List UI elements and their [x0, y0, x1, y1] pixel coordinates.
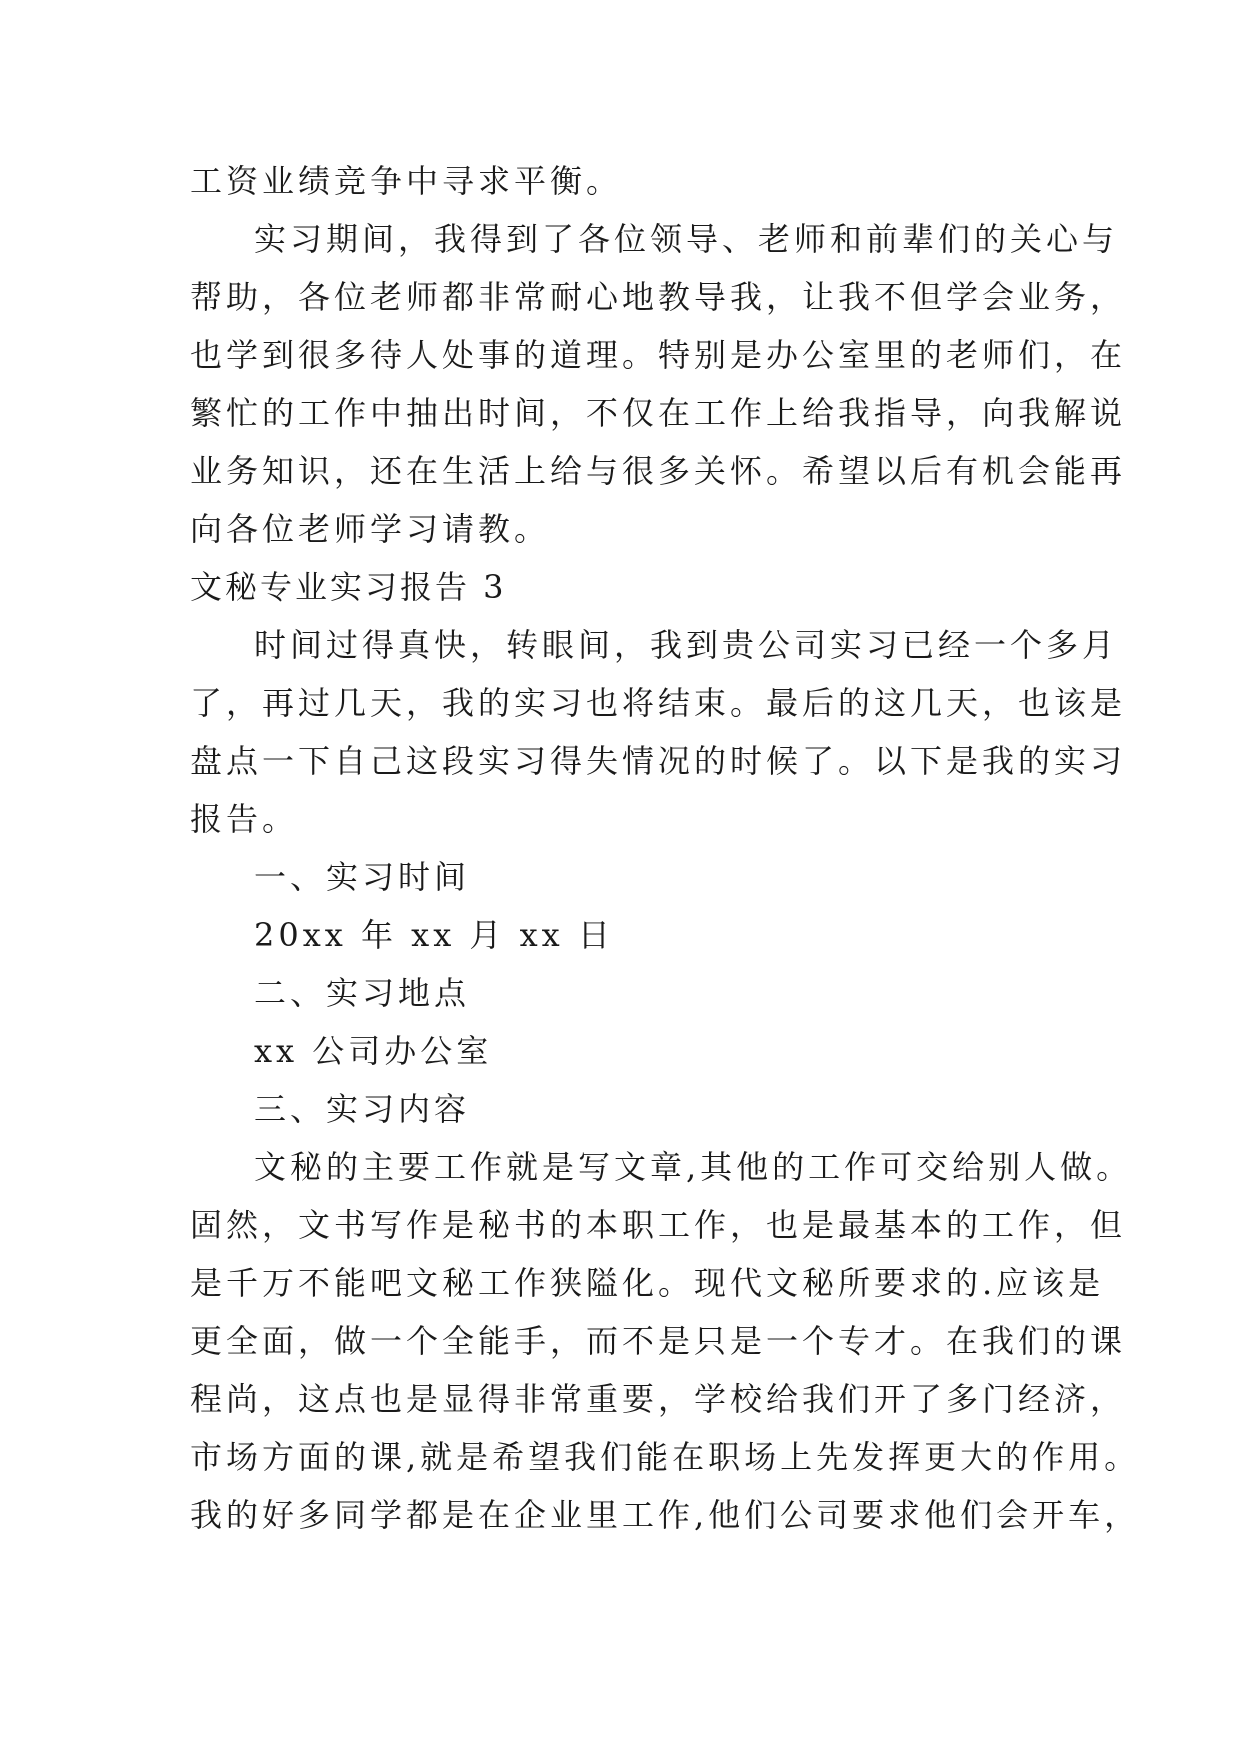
paragraph-line: 业务知识，还在生活上给与很多关怀。希望以后有机会能再	[190, 452, 1127, 490]
paragraph-line: 报告。	[190, 800, 299, 838]
paragraph-line: 盘点一下自己这段实习得失情况的时候了。以下是我的实习	[190, 742, 1127, 780]
subsection-heading: 一、实习时间	[254, 858, 471, 896]
paragraph-line: 实习期间，我得到了各位领导、老师和前辈们的关心与	[254, 220, 1119, 258]
paragraph-line: 市场方面的课,就是希望我们能在职场上先发挥更大的作用。	[190, 1438, 1141, 1476]
paragraph-line: 繁忙的工作中抽出时间，不仅在工作上给我指导，向我解说	[190, 394, 1127, 432]
section-title: 文秘专业实习报告 3	[190, 568, 507, 606]
paragraph-line: 是千万不能吧文秘工作狭隘化。现代文秘所要求的.应该是	[190, 1264, 1105, 1302]
paragraph-line: 也学到很多待人处事的道理。特别是办公室里的老师们，在	[190, 336, 1127, 374]
paragraph-line: 更全面，做一个全能手，而不是只是一个专才。在我们的课	[190, 1322, 1127, 1360]
paragraph-line: xx 公司办公室	[254, 1032, 493, 1070]
paragraph-line: 我的好多同学都是在企业里工作,他们公司要求他们会开车，	[190, 1496, 1141, 1534]
paragraph-line: 帮助，各位老师都非常耐心地教导我，让我不但学会业务，	[190, 278, 1127, 316]
paragraph-line: 向各位老师学习请教。	[190, 510, 551, 548]
paragraph-line: 时间过得真快，转眼间，我到贵公司实习已经一个多月	[254, 626, 1119, 664]
paragraph-line: 固然，文书写作是秘书的本职工作，也是最基本的工作，但	[190, 1206, 1127, 1244]
subsection-heading: 三、实习内容	[254, 1090, 471, 1128]
document-body	[190, 152, 1141, 1544]
paragraph-line: 20xx 年 xx 月 xx 日	[254, 916, 614, 954]
subsection-heading: 二、实习地点	[254, 974, 471, 1012]
paragraph-line: 文秘的主要工作就是写文章,其他的工作可交给别人做。	[254, 1148, 1133, 1186]
paragraph-line: 了，再过几天，我的实习也将结束。最后的这几天，也该是	[190, 684, 1127, 722]
paragraph-line: 程尚，这点也是显得非常重要，学校给我们开了多门经济，	[190, 1380, 1127, 1418]
paragraph-line: 工资业绩竞争中寻求平衡。	[190, 162, 623, 200]
